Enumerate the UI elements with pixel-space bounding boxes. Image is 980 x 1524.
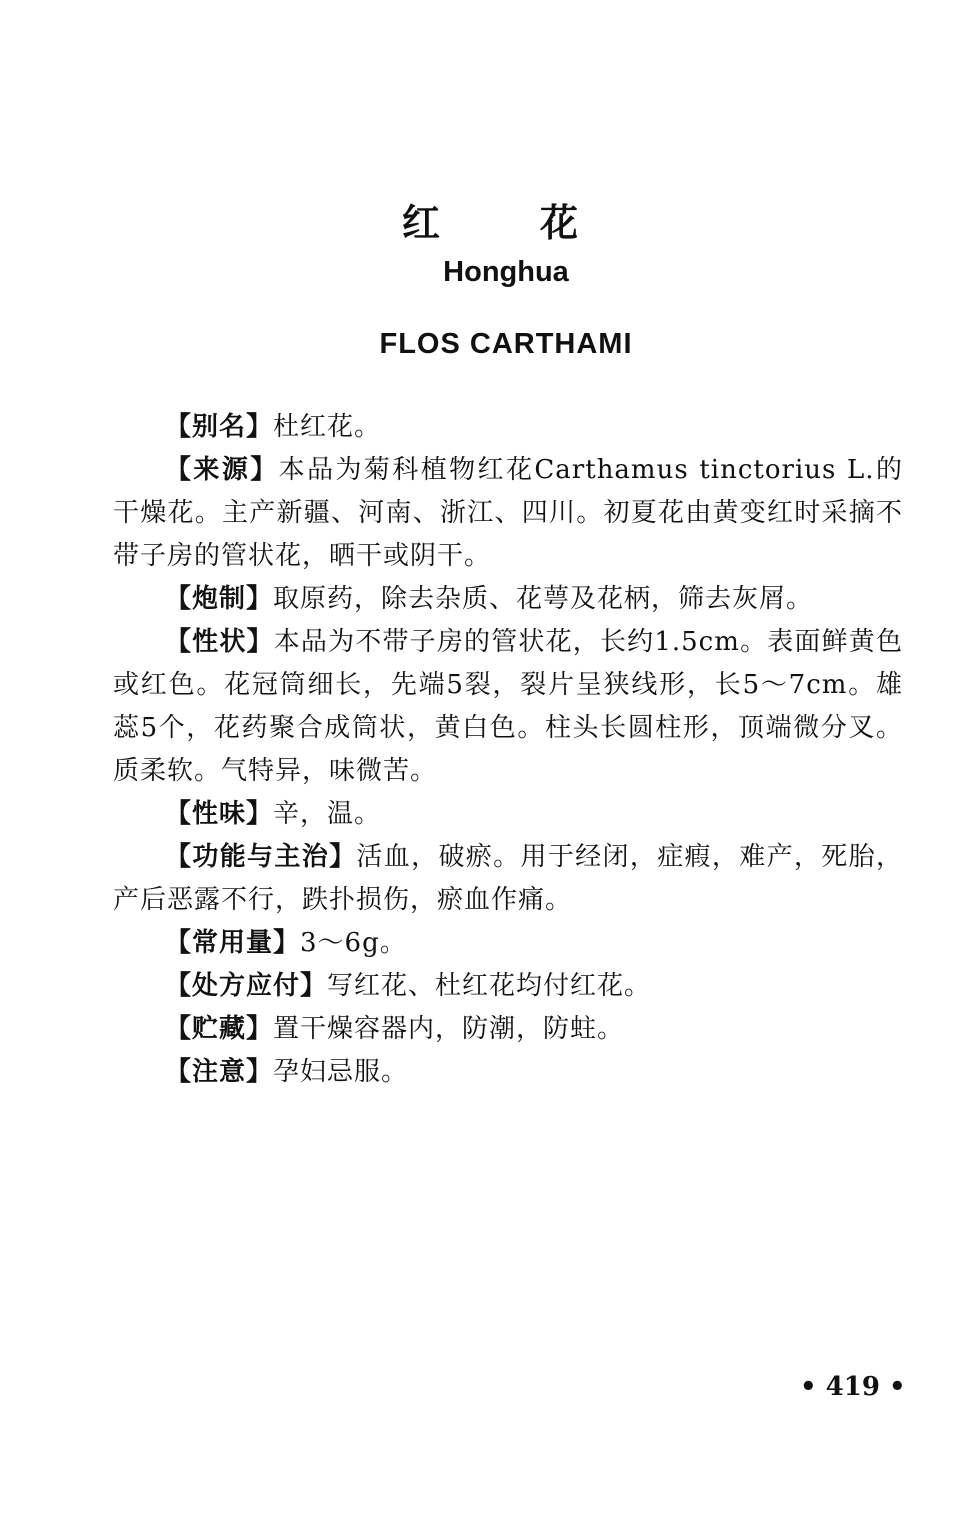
entry-processing xyxy=(113,578,903,621)
entry-text: 杜红花。 xyxy=(273,412,382,442)
entry-text: 辛，温。 xyxy=(273,799,382,829)
entry-text: 置干燥容器内，防潮，防蛀。 xyxy=(273,1014,625,1044)
entry-alias xyxy=(113,406,903,449)
page-number: • 419 • xyxy=(800,1372,906,1402)
entry-label: 【性味】 xyxy=(165,799,274,829)
entry-text: 3～6g。 xyxy=(300,928,407,958)
title-latin: FLOS CARTHAMI xyxy=(379,328,633,360)
entry-label: 【来源】 xyxy=(165,455,279,485)
entry-label: 【别名】 xyxy=(165,412,274,442)
entry-text: 本品为菊科植物红花Carthamus tinctorius L.的干燥花。主产新疆、河南、浙江、四川。初夏花由黄变红时采摘不带子房的管状花，晒干或阴干。 xyxy=(113,455,903,571)
entry-functions xyxy=(113,836,903,922)
entry-caution xyxy=(113,1051,903,1094)
entry-text: 孕妇忌服。 xyxy=(273,1057,409,1087)
entry-label: 【处方应付】 xyxy=(165,971,328,1001)
entry-source xyxy=(113,449,903,578)
title-chinese: 红花 xyxy=(401,201,678,245)
monograph-body xyxy=(113,406,903,1094)
entry-characteristics xyxy=(113,621,903,793)
entry-text: 本品为不带子房的管状花，长约1.5cm。表面鲜黄色或红色。花冠筒细长，先端5裂，裂片呈狭线形，长5～7cm。雄蕊5个，花药聚合成筒状，黄白色。柱头长圆柱形，顶端微分叉。质柔软。气特异，味微苦。 xyxy=(113,627,903,786)
entry-label: 【注意】 xyxy=(165,1057,274,1087)
entry-text: 写红花、杜红花均付红花。 xyxy=(327,971,652,1001)
entry-label: 【常用量】 xyxy=(165,928,301,958)
entry-property-flavor xyxy=(113,793,903,836)
entry-label: 【贮藏】 xyxy=(165,1014,274,1044)
title-pinyin: Honghua xyxy=(443,256,569,288)
entry-label: 【功能与主治】 xyxy=(165,842,357,872)
entry-text: 活血，破瘀。用于经闭，症瘕，难产，死胎，产后恶露不行，跌扑损伤，瘀血作痛。 xyxy=(113,842,903,915)
entry-text: 取原药，除去杂质、花萼及花柄，筛去灰屑。 xyxy=(273,584,814,614)
entry-storage xyxy=(113,1008,903,1051)
entry-prescription xyxy=(113,965,903,1008)
entry-dosage xyxy=(113,922,903,965)
entry-label: 【性状】 xyxy=(165,627,274,657)
entry-label: 【炮制】 xyxy=(165,584,274,614)
